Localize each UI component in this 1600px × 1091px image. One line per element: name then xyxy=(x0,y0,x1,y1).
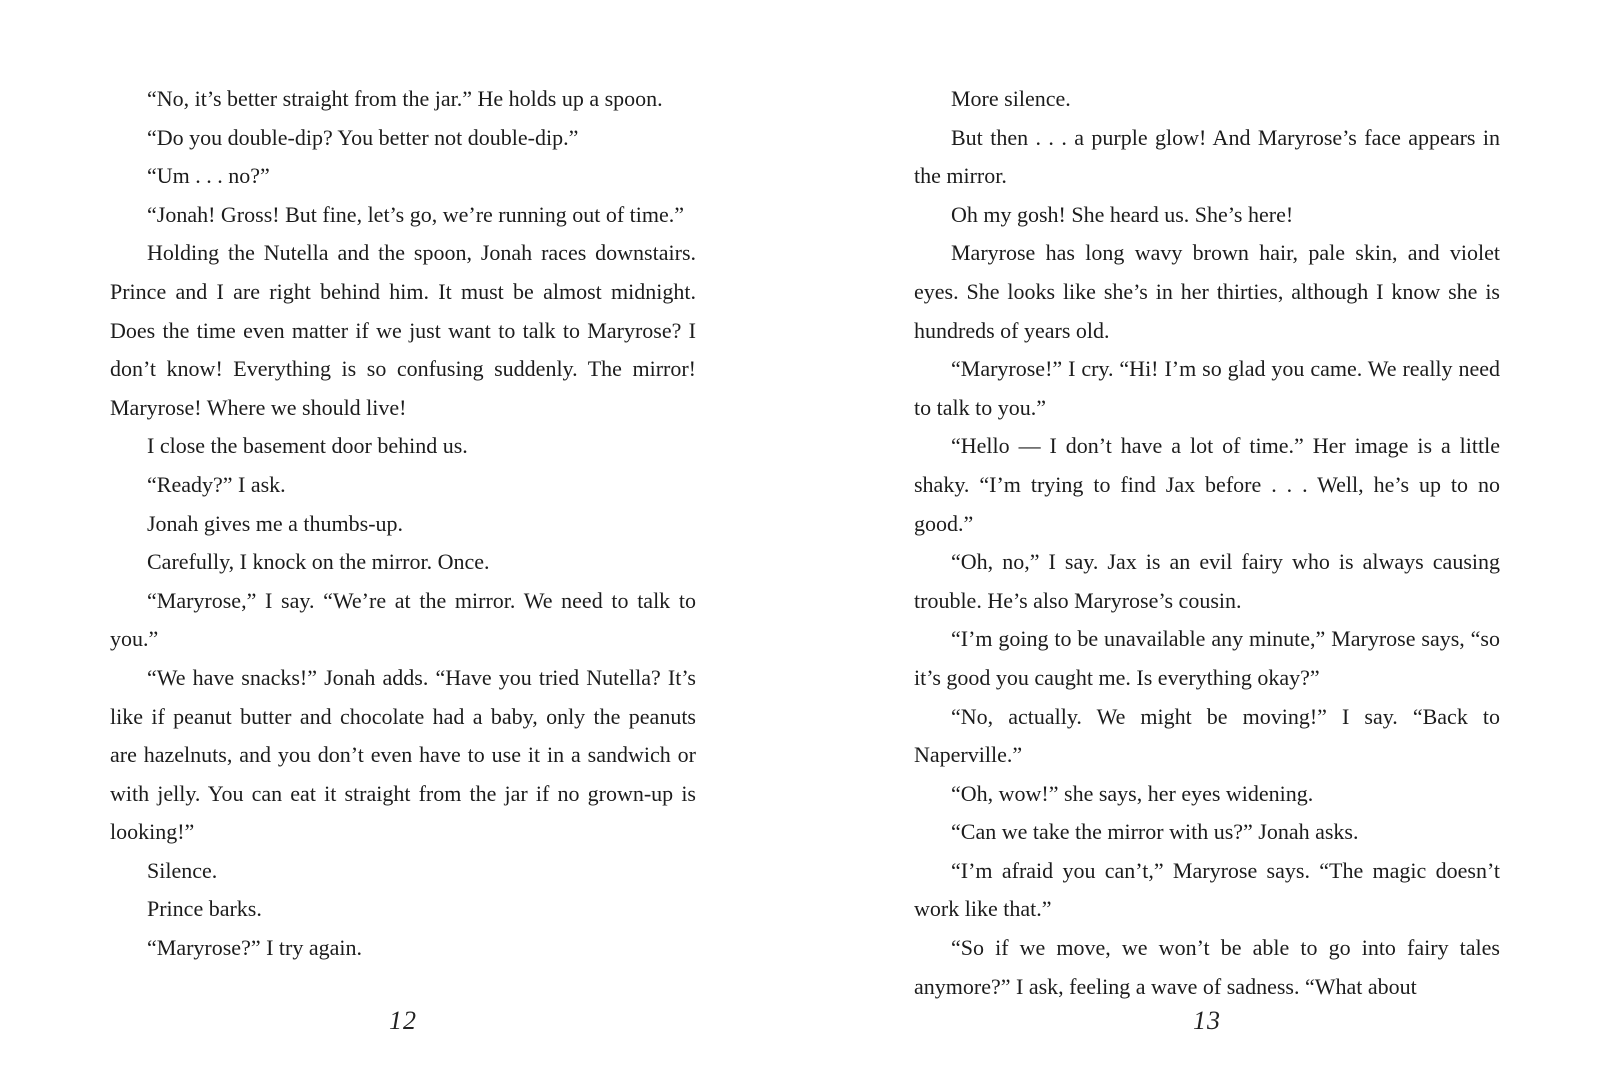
paragraph: “Maryrose,” I say. “We’re at the mirror. We need to talk to you.” xyxy=(110,587,696,652)
paragraph: “Um . . . no?” xyxy=(147,163,270,189)
right-page-text xyxy=(914,80,1500,1006)
paragraph: Prince barks. xyxy=(147,896,262,922)
paragraph: “Hello — I don’t have a lot of time.” Her image is a little shaky. “I’m trying to find Jax before . . . Well, he’s up to no good.” xyxy=(914,433,1500,536)
page-number: 12 xyxy=(389,1006,417,1035)
paragraph: “No, it’s better straight from the jar.” He holds up a spoon. xyxy=(147,86,663,111)
left-page-text xyxy=(110,80,696,968)
paragraph: “Can we take the mirror with us?” Jonah asks. xyxy=(951,819,1359,845)
paragraph: “I’m afraid you can’t,” Maryrose says. “The magic doesn’t work like that.” xyxy=(914,857,1500,922)
paragraph: “Oh, no,” I say. Jax is an evil fairy who is always causing trouble. He’s also Maryrose’s cousin. xyxy=(914,549,1500,613)
paragraph: Carefully, I knock on the mirror. Once. xyxy=(147,549,490,575)
paragraph: “So if we move, we won’t be able to go into fairy tales anymore?” I ask, feeling a wave of sadness. “What about xyxy=(914,935,1500,999)
page-number: 13 xyxy=(1193,1006,1221,1035)
paragraph: Holding the Nutella and the spoon, Jonah races downstairs. Prince and I are right behind him. It must be almost midnight. Does the time even matter if we just want to talk to Maryrose? I don’t know! Everything is so confusing suddenly. The mirror! Maryrose! Where we should live! xyxy=(110,240,696,420)
paragraph: “Maryrose!” I cry. “Hi! I’m so glad you came. We really need to talk to you.” xyxy=(914,356,1500,420)
paragraph: “We have snacks!” Jonah adds. “Have you tried Nutella? It’s like if peanut butter and chocolate had a baby, only the peanuts are hazelnuts, and you don’t even have to use it in a sandwich or with jelly. You can eat it straight from the jar if no grown-up is looking!” xyxy=(110,664,696,845)
right-page xyxy=(914,80,1500,1080)
paragraph: “Maryrose?” I try again. xyxy=(147,935,363,961)
paragraph: More silence. xyxy=(951,86,1071,111)
paragraph: Maryrose has long wavy brown hair, pale skin, and violet eyes. She looks like she’s in her thirties, although I know she is hundreds of years old. xyxy=(914,240,1500,343)
paragraph: “No, actually. We might be moving!” I say. “Back to Naperville.” xyxy=(914,703,1500,768)
paragraph: “Jonah! Gross! But fine, let’s go, we’re running out of time.” xyxy=(147,201,685,227)
paragraph: “I’m going to be unavailable any minute,” Maryrose says, “so it’s good you caught me. Is everything okay?” xyxy=(914,626,1500,690)
paragraph: Jonah gives me a thumbs-up. xyxy=(147,510,404,536)
paragraph: Oh my gosh! She heard us. She’s here! xyxy=(951,201,1294,227)
paragraph: “Ready?” I ask. xyxy=(147,471,286,497)
paragraph: Silence. xyxy=(147,857,218,883)
paragraph: “Do you double-dip? You better not double-dip.” xyxy=(147,124,579,150)
paragraph: “Oh, wow!” she says, her eyes widening. xyxy=(951,780,1314,806)
paragraph: I close the basement door behind us. xyxy=(147,433,468,459)
left-page xyxy=(110,80,696,1080)
paragraph: But then . . . a purple glow! And Maryrose’s face appears in the mirror. xyxy=(914,124,1500,189)
